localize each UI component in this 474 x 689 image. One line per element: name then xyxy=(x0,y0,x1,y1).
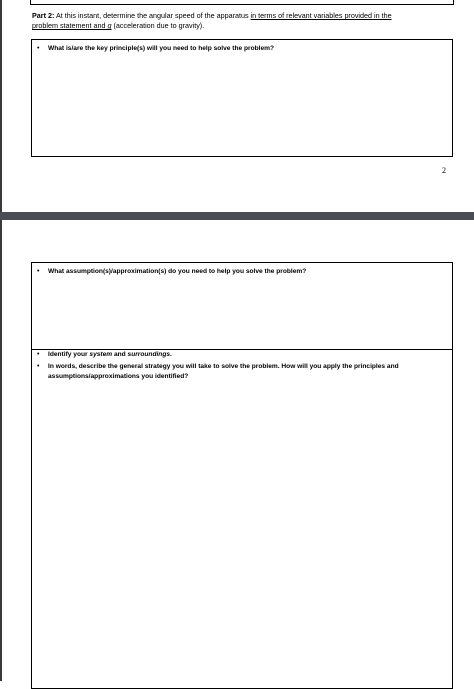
principles-answer-box[interactable] xyxy=(31,39,453,157)
bullet: • xyxy=(37,45,40,52)
assumptions-answer-box[interactable] xyxy=(31,262,453,350)
part-text-underlined-1: in terms of relevant variables provided in the xyxy=(250,11,392,20)
part-2-heading xyxy=(32,11,452,31)
part-text-underlined-2: problem statement and xyxy=(32,21,108,30)
bullet: • xyxy=(37,268,40,275)
part-text-end: (acceleration due to gravity). xyxy=(111,21,205,30)
assumptions-question: What assumption(s)/approximation(s) do you need to help you solve the problem? xyxy=(48,268,307,275)
page-gutter xyxy=(0,212,474,220)
document-page-2 xyxy=(0,220,474,681)
gravity-variable: g xyxy=(107,21,112,30)
document-page-1 xyxy=(0,0,474,212)
page-number: 2 xyxy=(442,166,446,175)
bullet: • xyxy=(37,351,40,358)
strategy-answer-box[interactable] xyxy=(31,349,453,689)
system-question: Identify your system and surroundings. xyxy=(48,351,172,358)
bullet: • xyxy=(37,363,40,370)
part-text: At this instant, determine the angular speed of the apparatus xyxy=(54,11,251,20)
principles-question: What is/are the key principle(s) will you need to help solve the problem? xyxy=(48,45,275,52)
previous-box-bottom xyxy=(30,0,454,5)
part-label: Part 2: xyxy=(32,11,55,20)
strategy-question: In words, describe the general strategy you will take to solve the problem. How will you apply the principles and assumptions/approximations you identified? xyxy=(48,363,399,380)
